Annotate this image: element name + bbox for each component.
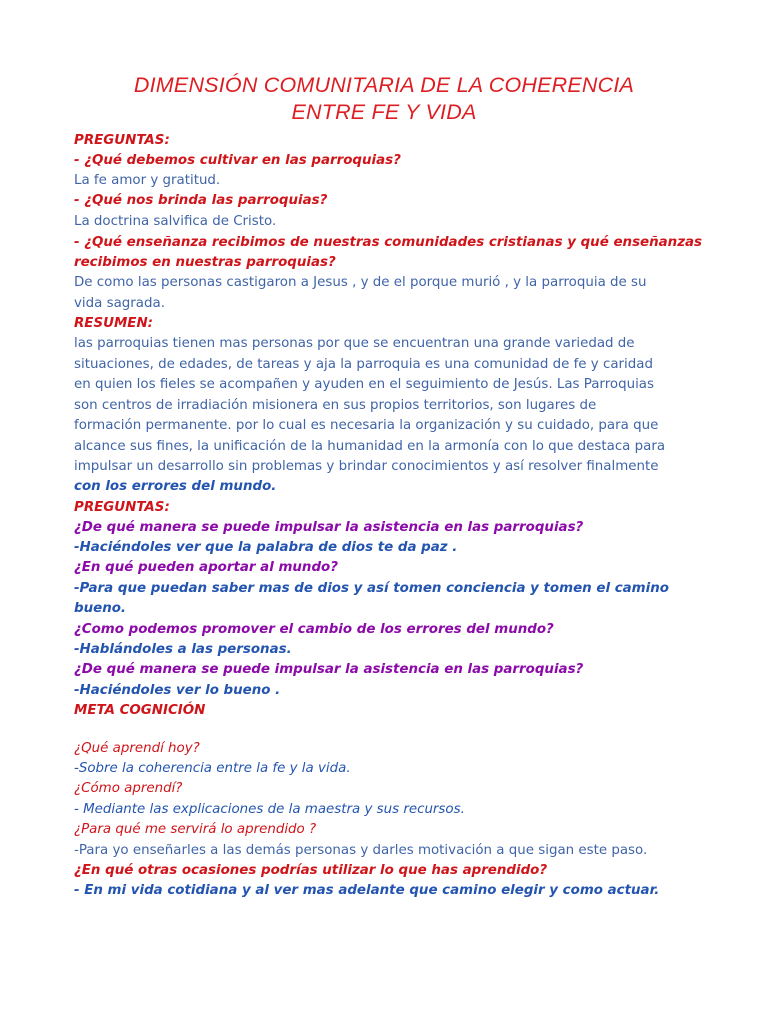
question-3-line-1: - ¿Qué enseñanza recibimos de nuestras comunidades cristianas y qué enseñanzas xyxy=(74,235,703,250)
question-purple: ¿De qué manera se puede impulsar la asistencia en las parroquias? xyxy=(74,662,584,677)
resumen-line: alcance sus fines, la unificación de la humanidad en la armonía con lo que destaca para xyxy=(74,439,666,454)
question-purple: ¿Como podemos promover el cambio de los errores del mundo? xyxy=(74,622,554,637)
answer-3-line-2: vida sagrada. xyxy=(74,296,165,311)
meta-answer: -Sobre la coherencia entre la fe y la vida. xyxy=(74,761,351,776)
resumen-line: son centros de irradiación misionera en sus propios territorios, son lugares de xyxy=(74,398,597,413)
answer-blue: -Hablándoles a las personas. xyxy=(74,642,292,657)
resumen-line: impulsar un desarrollo sin problemas y brindar conocimientos y así resolver finalmente xyxy=(74,459,659,474)
answer-blue: -Haciéndoles ver que la palabra de dios te da paz . xyxy=(74,540,458,555)
question-purple: ¿En qué pueden aportar al mundo? xyxy=(74,560,339,575)
meta-cognicion-heading: META COGNICIÓN xyxy=(74,703,206,718)
title-line-2: ENTRE FE Y VIDA xyxy=(291,100,477,124)
meta-answer: - En mi vida cotidiana y al ver mas adelante que camino elegir y como actuar. xyxy=(74,883,660,898)
answer-2: La doctrina salvifica de Cristo. xyxy=(74,214,277,229)
answer-blue: bueno. xyxy=(74,601,127,616)
question-2: - ¿Qué nos brinda las parroquias? xyxy=(74,193,328,208)
resumen-line: con los errores del mundo. xyxy=(74,479,277,494)
resumen-line: situaciones, de edades, de tareas y aja la parroquia es una comunidad de fe y caridad xyxy=(74,357,653,372)
answer-3-line-1: De como las personas castigaron a Jesus , y de el porque murió , y la parroquia de su xyxy=(74,275,647,290)
resumen-heading: RESUMEN: xyxy=(74,316,154,331)
question-purple: ¿De qué manera se puede impulsar la asistencia en las parroquias? xyxy=(74,520,584,535)
resumen-line: las parroquias tienen mas personas por que se encuentran una grande variedad de xyxy=(74,336,635,351)
meta-question: ¿En qué otras ocasiones podrías utilizar lo que has aprendido? xyxy=(74,863,548,878)
meta-question: ¿Para qué me servirá lo aprendido ? xyxy=(74,822,317,837)
meta-answer: -Para yo enseñarles a las demás personas y darles motivación a que sigan este paso. xyxy=(74,843,648,858)
answer-blue: -Para que puedan saber mas de dios y así tomen conciencia y tomen el camino xyxy=(74,581,669,596)
resumen-line: formación permanente. por lo cual es necesaria la organización y su cuidado, para que xyxy=(74,418,659,433)
meta-question: ¿Cómo aprendí? xyxy=(74,781,183,796)
answer-1: La fe amor y gratitud. xyxy=(74,173,221,188)
preguntas-heading-1: PREGUNTAS: xyxy=(74,133,170,148)
preguntas-heading-2: PREGUNTAS: xyxy=(74,500,170,515)
meta-question: ¿Qué aprendí hoy? xyxy=(74,741,200,756)
question-3-line-2: recibimos en nuestras parroquias? xyxy=(74,255,336,270)
title-line-1: DIMENSIÓN COMUNITARIA DE LA COHERENCIA xyxy=(133,73,635,97)
resumen-line: en quien los fieles se acompañen y ayuden en el seguimiento de Jesús. Las Parroquias xyxy=(74,377,654,392)
answer-blue: -Haciéndoles ver lo bueno . xyxy=(74,683,281,698)
meta-answer: - Mediante las explicaciones de la maestra y sus recursos. xyxy=(74,802,465,817)
question-1: - ¿Qué debemos cultivar en las parroquias? xyxy=(74,153,401,168)
